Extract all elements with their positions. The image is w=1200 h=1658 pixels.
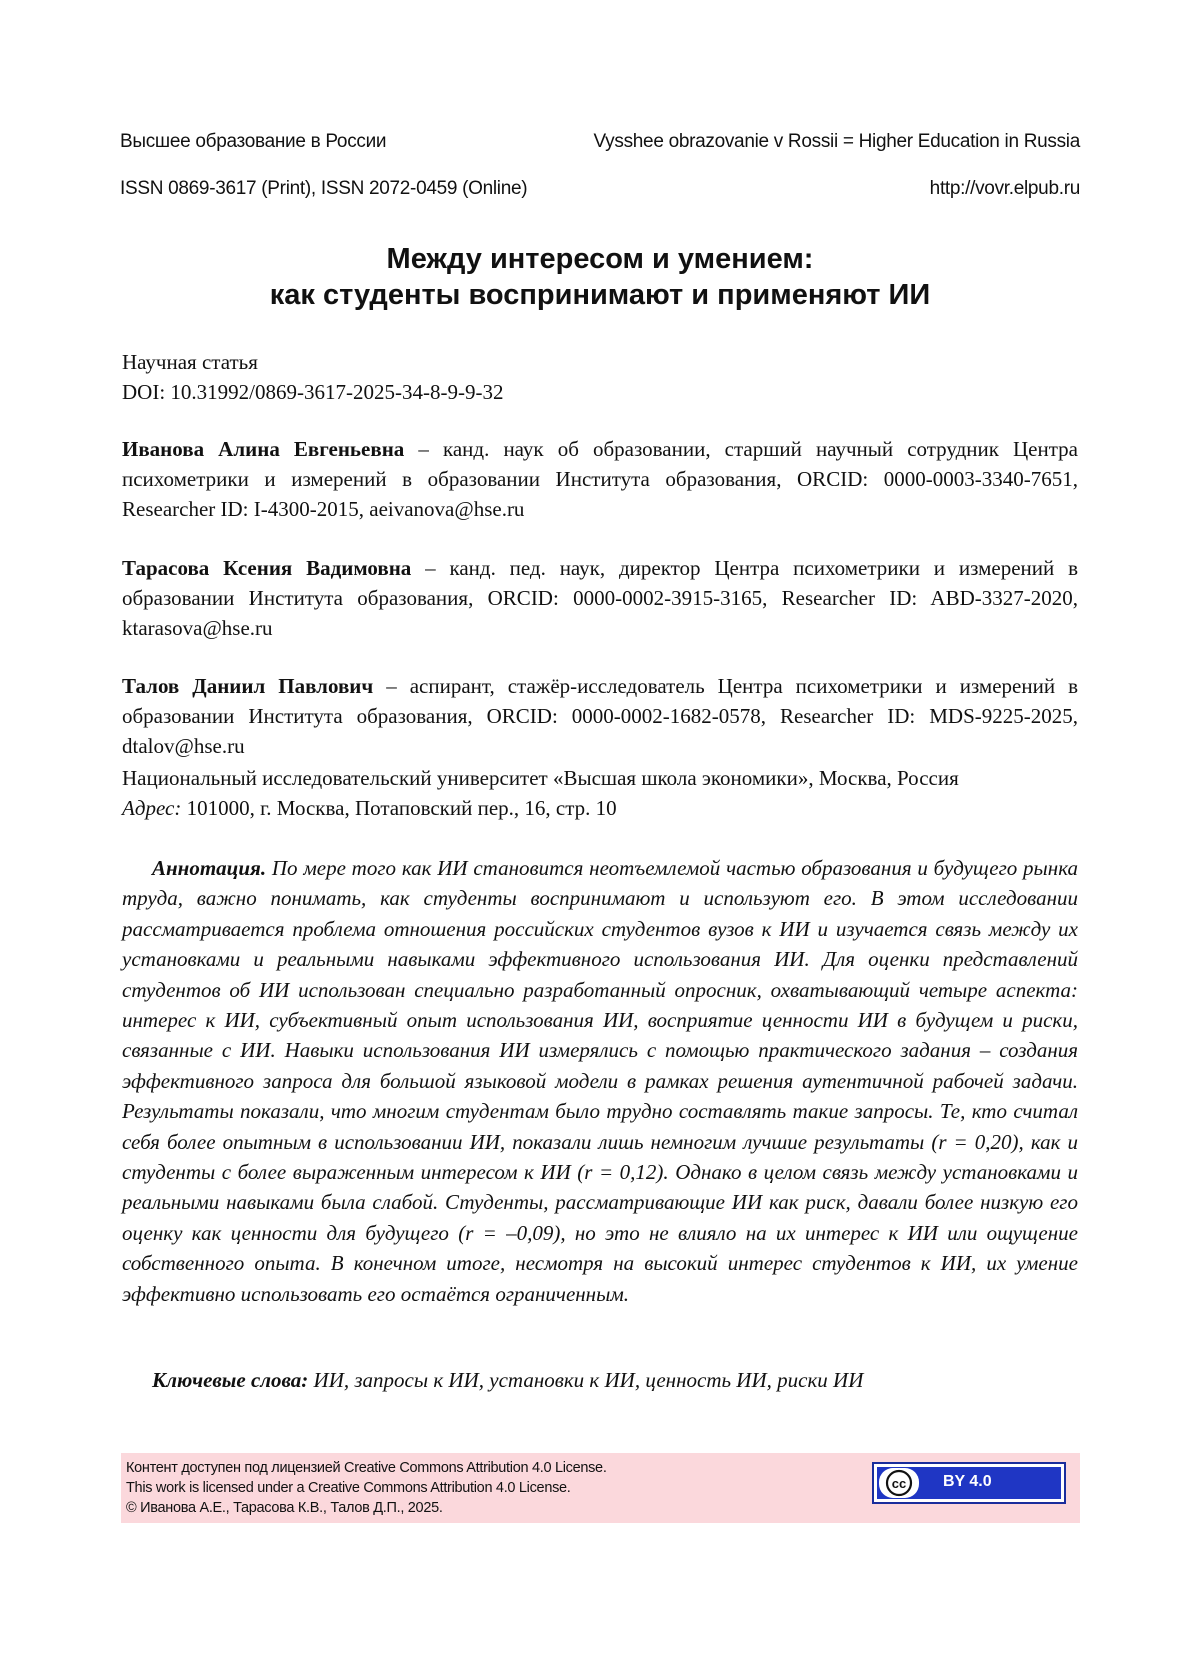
author-details: – канд. пед. наук, директор Центра психометрики и измерений в образовании Института образования, ORCID: 0000-0002-3915-3165, Researcher ID: ABD-3327-2020, ktarasova@hse.ru xyxy=(122,556,1078,640)
license-en: This work is licensed under a Creative Commons Attribution 4.0 License. xyxy=(126,1480,571,1496)
title-line-2: как студенты воспринимают и применяют ИИ xyxy=(269,279,931,311)
author-2 xyxy=(122,553,1078,643)
author-name: Иванова Алина Евгеньевна xyxy=(122,437,405,461)
cc-logo-text: cc xyxy=(891,1476,907,1491)
address-label: Адрес: xyxy=(122,796,182,820)
article-type: Научная статья xyxy=(122,350,258,374)
keywords-label: Ключевые слова: xyxy=(152,1368,309,1392)
doi[interactable]: DOI: 10.31992/0869-3617-2025-34-8-9-9-32 xyxy=(122,380,504,404)
address xyxy=(122,793,1078,823)
abstract xyxy=(122,853,1078,1309)
keywords xyxy=(122,1365,1078,1395)
issn: ISSN 0869-3617 (Print), ISSN 2072-0459 (Online) xyxy=(120,178,528,199)
article-title xyxy=(120,241,1080,313)
address-value: 101000, г. Москва, Потаповский пер., 16, стр. 10 xyxy=(181,796,617,820)
license-ru: Контент доступен под лицензией Creative Commons Attribution 4.0 License. xyxy=(126,1460,607,1476)
cc-by-badge[interactable] xyxy=(872,1462,1066,1504)
cc-by-label: BY 4.0 xyxy=(943,1473,992,1490)
title-line-1: Между интересом и умением: xyxy=(386,243,814,275)
author-name: Талов Даниил Павлович xyxy=(122,674,374,698)
abstract-label: Аннотация. xyxy=(152,856,267,880)
author-1 xyxy=(122,434,1078,524)
journal-url[interactable]: http://vovr.elpub.ru xyxy=(929,178,1080,199)
journal-title-ru: Высшее образование в России xyxy=(120,131,387,152)
copyright: © Иванова А.Е., Тарасова К.В., Талов Д.П., 2025. xyxy=(126,1500,443,1516)
license-text xyxy=(126,1458,607,1518)
author-details: – аспирант, стажёр-исследователь Центра психометрики и измерений в образовании Института образования, ORCID: 0000-0002-1682-0578, Researcher ID: MDS-9225-2025, dtalov@hse.ru xyxy=(122,674,1078,758)
article-meta xyxy=(122,347,1078,407)
affiliation xyxy=(122,763,1078,823)
cc-logo-icon xyxy=(879,1468,919,1498)
license-box xyxy=(121,1453,1080,1523)
author-name: Тарасова Ксения Вадимовна xyxy=(122,556,412,580)
author-details: – канд. наук об образовании, старший научный сотрудник Центра психометрики и измерений в образовании Института образования, ORCID: 0000-0003-3340-7651, Researcher ID: I-4300-2015, aeivanova@hse.ru xyxy=(122,437,1078,521)
keywords-text: ИИ, запросы к ИИ, установки к ИИ, ценность ИИ, риски ИИ xyxy=(308,1368,864,1392)
abstract-text: По мере того как ИИ становится неотъемлемой частью образования и будущего рынка труда, важно понимать, как студенты воспринимают и используют его. В этом исследовании рассматривается проблема отношения российских студентов вузов к ИИ и изучается связь между их установками и реальными навыками эффективного использования ИИ. Для оценки представлений студентов об ИИ использован специально разработанный опросник, охватывающий четыре аспекта: интерес к ИИ, субъективный опыт использования ИИ, восприятие ценности ИИ в будущем и риски, связанные с ИИ. Навыки использования ИИ измерялись с помощью практического задания – создания эффективного запроса для большой языковой модели в рамках решения аутентичной рабочей задачи. Результаты показали, что многим студентам было трудно составлять такие запросы. Те, кто считал себя более опытным в использовании ИИ, показали лишь немногим лучшие результаты (r = 0,20), как и студенты с более выраженным интересом к ИИ (r = 0,12). Однако в целом связь между установками и реальными навыками была слабой. Студенты, рассматривающие ИИ как риск, давали более низкую его оценку как ценности для будущего (r = –0,09), но это не влияло на их интерес к ИИ или ощущение собственного опыта. В конечном итоге, несмотря на высокий интерес студентов к ИИ, их умение эффективно использовать его остаётся ограниченным. xyxy=(122,856,1078,1306)
university: Национальный исследовательский университет «Высшая школа экономики», Москва, Россия xyxy=(122,766,959,790)
cc-badge-fill xyxy=(877,1467,1061,1499)
journal-title-en: Vysshee obrazovanie v Rossii = Higher Education in Russia xyxy=(593,131,1080,152)
author-3 xyxy=(122,671,1078,761)
